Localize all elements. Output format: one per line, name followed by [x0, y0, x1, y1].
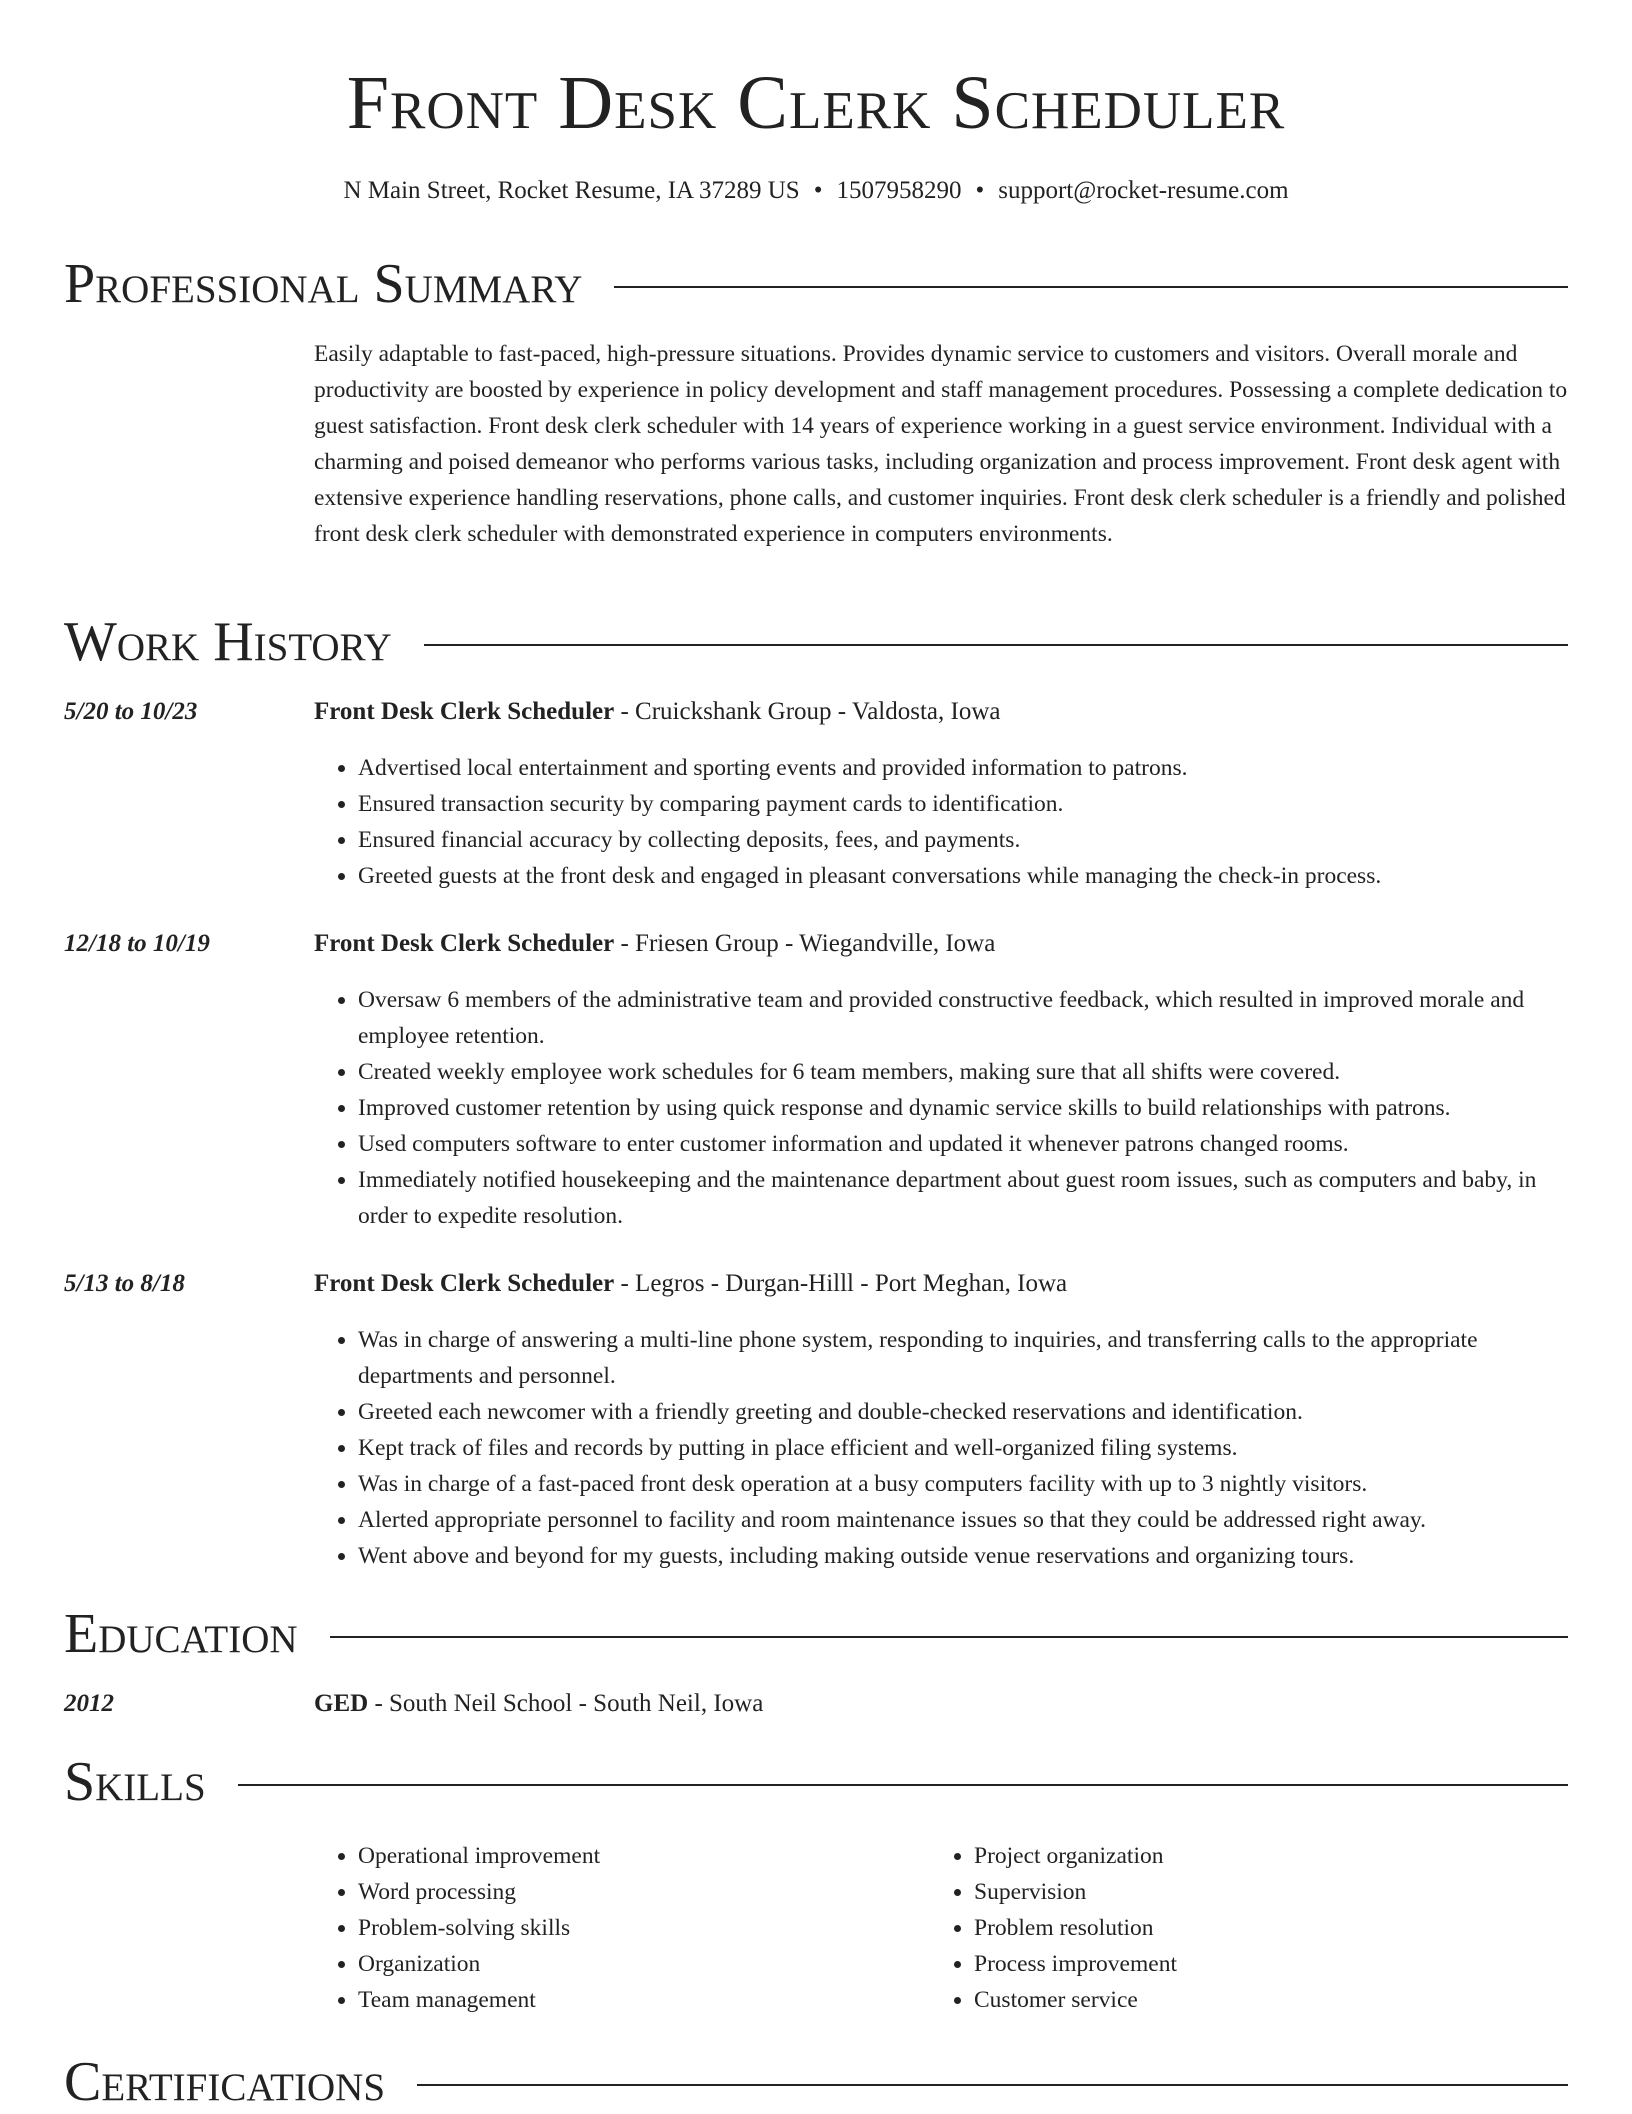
- job-dates: 12/18 to 10/19: [64, 930, 210, 957]
- contact-separator: •: [975, 177, 985, 204]
- job-role: Front Desk Clerk Scheduler: [314, 1270, 615, 1297]
- summary-section-header: [64, 252, 1568, 316]
- section-divider: [424, 644, 1568, 646]
- job-bullet: • Ensured transaction security by comparing payment cards to identification.: [358, 786, 1568, 822]
- job-bullet: • Used computers software to enter customer information and updated it whenever patrons changed rooms.: [358, 1126, 1568, 1162]
- work-history-section-title: Work History: [64, 611, 392, 673]
- job-heading: [314, 926, 995, 962]
- skill-item: • Supervision: [974, 1874, 1530, 1910]
- contact-email: support@rocket-resume.com: [998, 177, 1289, 204]
- job-bullet: • Greeted guests at the front desk and engaged in pleasant conversations while managing the check-in process.: [358, 858, 1568, 894]
- job-bullet: • Went above and beyond for my guests, including making outside venue reservations and organizing tours.: [358, 1538, 1568, 1574]
- job-bullets: [314, 750, 1568, 894]
- job-bullet: • Improved customer retention by using quick response and dynamic service skills to build relationships with patrons.: [358, 1090, 1568, 1126]
- job-bullet: • Immediately notified housekeeping and the maintenance department about guest room issues, such as computers and baby, in order to expedite resolution.: [358, 1162, 1568, 1234]
- skill-item: • Organization: [358, 1946, 914, 1982]
- job-bullet: • Advertised local entertainment and sporting events and provided information to patrons.: [358, 750, 1568, 786]
- job-role: Front Desk Clerk Scheduler: [314, 930, 615, 957]
- contact-line: [0, 174, 1632, 208]
- work-history-section-header: [64, 610, 1568, 674]
- contact-separator: •: [813, 177, 823, 204]
- education-degree: GED: [314, 1690, 369, 1717]
- education-section-title: Education: [64, 1603, 298, 1665]
- job-bullet: • Created weekly employee work schedules for 6 team members, making sure that all shifts were covered.: [358, 1054, 1568, 1090]
- education-year: 2012: [64, 1690, 114, 1717]
- skill-item: • Operational improvement: [358, 1838, 914, 1874]
- job-bullet: • Oversaw 6 members of the administrative team and provided constructive feedback, which resulted in improved morale and employee retention.: [358, 982, 1568, 1054]
- skill-item: • Customer service: [974, 1982, 1530, 2018]
- contact-phone: 1507958290: [836, 177, 962, 204]
- job-bullet: • Was in charge of answering a multi-line phone system, responding to inquiries, and transferring calls to the appropriate departments and personnel.: [358, 1322, 1568, 1394]
- job-bullet: • Was in charge of a fast-paced front desk operation at a busy computers facility with up to 3 nightly visitors.: [358, 1466, 1568, 1502]
- contact-address: N Main Street, Rocket Resume, IA 37289 US: [343, 177, 800, 204]
- job-bullet: • Kept track of files and records by putting in place efficient and well-organized filing systems.: [358, 1430, 1568, 1466]
- job-details: - Legros - Durgan-Hilll - Port Meghan, Iowa: [614, 1270, 1068, 1297]
- skill-item: • Problem-solving skills: [358, 1910, 914, 1946]
- education-details: - South Neil School - South Neil, Iowa: [368, 1690, 764, 1717]
- section-divider: [330, 1636, 1568, 1638]
- section-divider: [238, 1784, 1568, 1786]
- skill-item: • Word processing: [358, 1874, 914, 1910]
- job-bullet: • Greeted each newcomer with a friendly greeting and double-checked reservations and identification.: [358, 1394, 1568, 1430]
- section-divider: [614, 286, 1568, 288]
- job-heading: [314, 1266, 1067, 1302]
- job-dates: 5/20 to 10/23: [64, 698, 198, 725]
- skills-section-title: Skills: [64, 1751, 206, 1813]
- skills-section-header: [64, 1750, 1568, 1814]
- job-role: Front Desk Clerk Scheduler: [314, 698, 615, 725]
- certifications-section-header: [64, 2050, 1568, 2114]
- skill-item: • Project organization: [974, 1838, 1530, 1874]
- job-details: - Friesen Group - Wiegandville, Iowa: [614, 930, 996, 957]
- resume-name: Front Desk Clerk Scheduler: [346, 61, 1286, 145]
- job-bullet: • Ensured financial accuracy by collecting deposits, fees, and payments.: [358, 822, 1568, 858]
- skill-item: • Problem resolution: [974, 1910, 1530, 1946]
- section-divider: [417, 2084, 1568, 2086]
- skill-item: • Process improvement: [974, 1946, 1530, 1982]
- job-bullet: • Alerted appropriate personnel to facility and room maintenance issues so that they could be addressed right away.: [358, 1502, 1568, 1538]
- job-bullets: [314, 982, 1568, 1234]
- summary-section-title: Professional Summary: [64, 253, 583, 315]
- skills-list-right: [930, 1838, 1530, 2018]
- skill-item: • Team management: [358, 1982, 914, 2018]
- job-heading: [314, 694, 1001, 730]
- job-details: - Cruickshank Group - Valdosta, Iowa: [614, 698, 1001, 725]
- skills-list-left: [314, 1838, 914, 2018]
- job-bullets: [314, 1322, 1568, 1574]
- job-dates: 5/13 to 8/18: [64, 1270, 185, 1297]
- summary-text: Easily adaptable to fast-paced, high-pressure situations. Provides dynamic service to customers and visitors. Overall morale and productivity are boosted by experience in policy development and staff management procedures. Possessing a complete dedication to guest satisfaction. Front desk clerk scheduler with 14 years of experience working in a guest service environment. Individual with a charming and poised demeanor who performs various tasks, including organization and process improvement. Front desk agent with extensive experience handling reservations, phone calls, and customer inquiries. Front desk clerk scheduler is a friendly and polished front desk clerk scheduler with demonstrated experience in computers environments.: [314, 341, 1568, 547]
- certifications-section-title: Certifications: [64, 2051, 386, 2113]
- education-section-header: [64, 1602, 1568, 1666]
- education-heading: [314, 1686, 763, 1722]
